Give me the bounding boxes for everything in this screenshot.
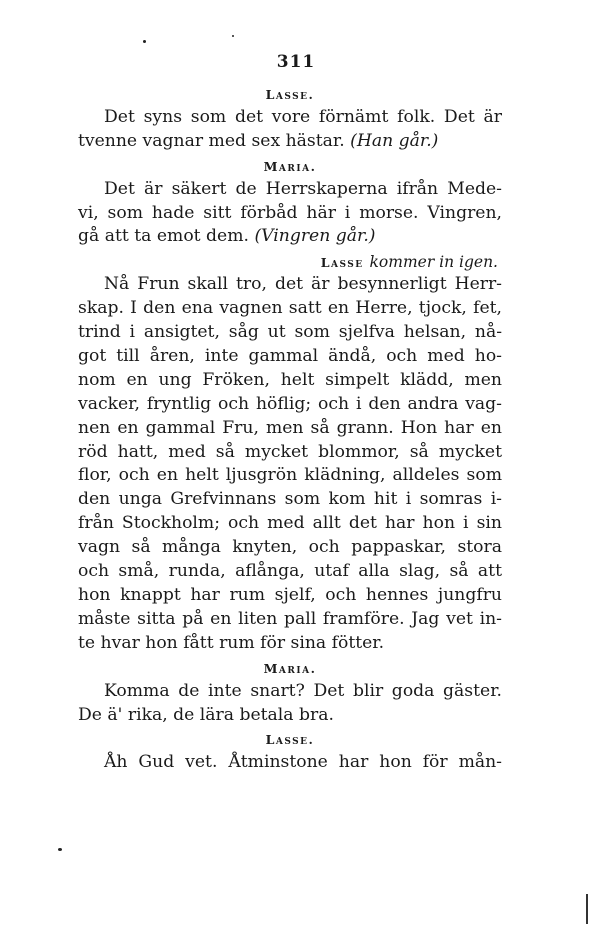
speech-line: nom en ung Fröken, helt simpelt klädd, men: [78, 369, 502, 390]
speech-line: skap. I den ena vagnen satt en Herre, tjock, fet,: [78, 298, 502, 319]
page-edge-mark: [586, 894, 588, 924]
speech-line: hon knappt har rum sjelf, och hennes jungfru: [78, 584, 502, 605]
speech-line: vacker, fryntlig och höflig; och i den andra vag-: [78, 393, 502, 414]
speech-line: den unga Grefvinnans som kom hit i somras i-: [78, 489, 502, 510]
speech-line: got till åren, inte gammal ändå, och med ho-: [78, 345, 502, 366]
speech-line: från Stockholm; och med allt det har hon i sin: [78, 513, 502, 534]
speech-line: Det syns som det vore förnämt folk. Det är: [104, 106, 502, 127]
speaker-heading: Lasse.: [265, 87, 315, 102]
speech-line: och små, runda, aflånga, utaf alla slag, så att: [78, 561, 502, 582]
speech-line: röd hatt, med så mycket blommor, så mycket: [78, 441, 502, 462]
speaker-heading: Maria.: [263, 158, 317, 174]
speech-line: te hvar hon fått rum för sina fötter.: [78, 632, 385, 653]
speech-line: vagn så många knyten, och pappaskar, stora: [78, 537, 502, 558]
stage-direction: kommer in igen.: [369, 253, 498, 272]
speech-line: flor, och en helt ljusgrön klädning, alldeles som: [78, 465, 502, 486]
speech-line: måste sitta på en liten pall framföre. Jag vet in-: [78, 608, 502, 629]
speech-line: Komma de inte snart? Det blir goda gäster.: [104, 680, 502, 701]
speech-line: gå att ta emot dem. (Vingren går.): [78, 226, 376, 247]
stage-direction: (Han går.): [350, 130, 439, 151]
scan-speck: [143, 40, 146, 43]
scan-speck: [58, 848, 62, 851]
play-text: [78, 82, 502, 775]
speech-line: De ä' rika, de lära betala bra.: [78, 704, 334, 725]
speech-line: trind i ansigtet, såg ut som sjelfva helsan, nå-: [78, 322, 502, 343]
page-number: 311: [276, 52, 316, 72]
speech-line: tvenne vagnar med sex hästar. (Han går.): [78, 130, 439, 151]
speech-line: vi, som hade sitt förbåd här i morse. Vingren,: [78, 202, 502, 223]
speech-line: nen en gammal Fru, men så grann. Hon har en: [78, 417, 502, 438]
speaker-heading: Lasse.: [265, 732, 315, 748]
speaker-heading: Maria.: [263, 660, 317, 676]
speech-line: Det är säkert de Herrskaperna ifrån Mede-: [104, 178, 502, 199]
stage-direction: (Vingren går.): [254, 226, 376, 247]
speaker-heading: Lasse kommer in igen.: [320, 253, 498, 272]
scan-speck: [232, 35, 234, 37]
speech-line: Åh Gud vet. Åtminstone har hon för mån-: [104, 752, 502, 773]
speech-line: Nå Frun skall tro, det är besynnerligt Herr-: [104, 274, 502, 295]
